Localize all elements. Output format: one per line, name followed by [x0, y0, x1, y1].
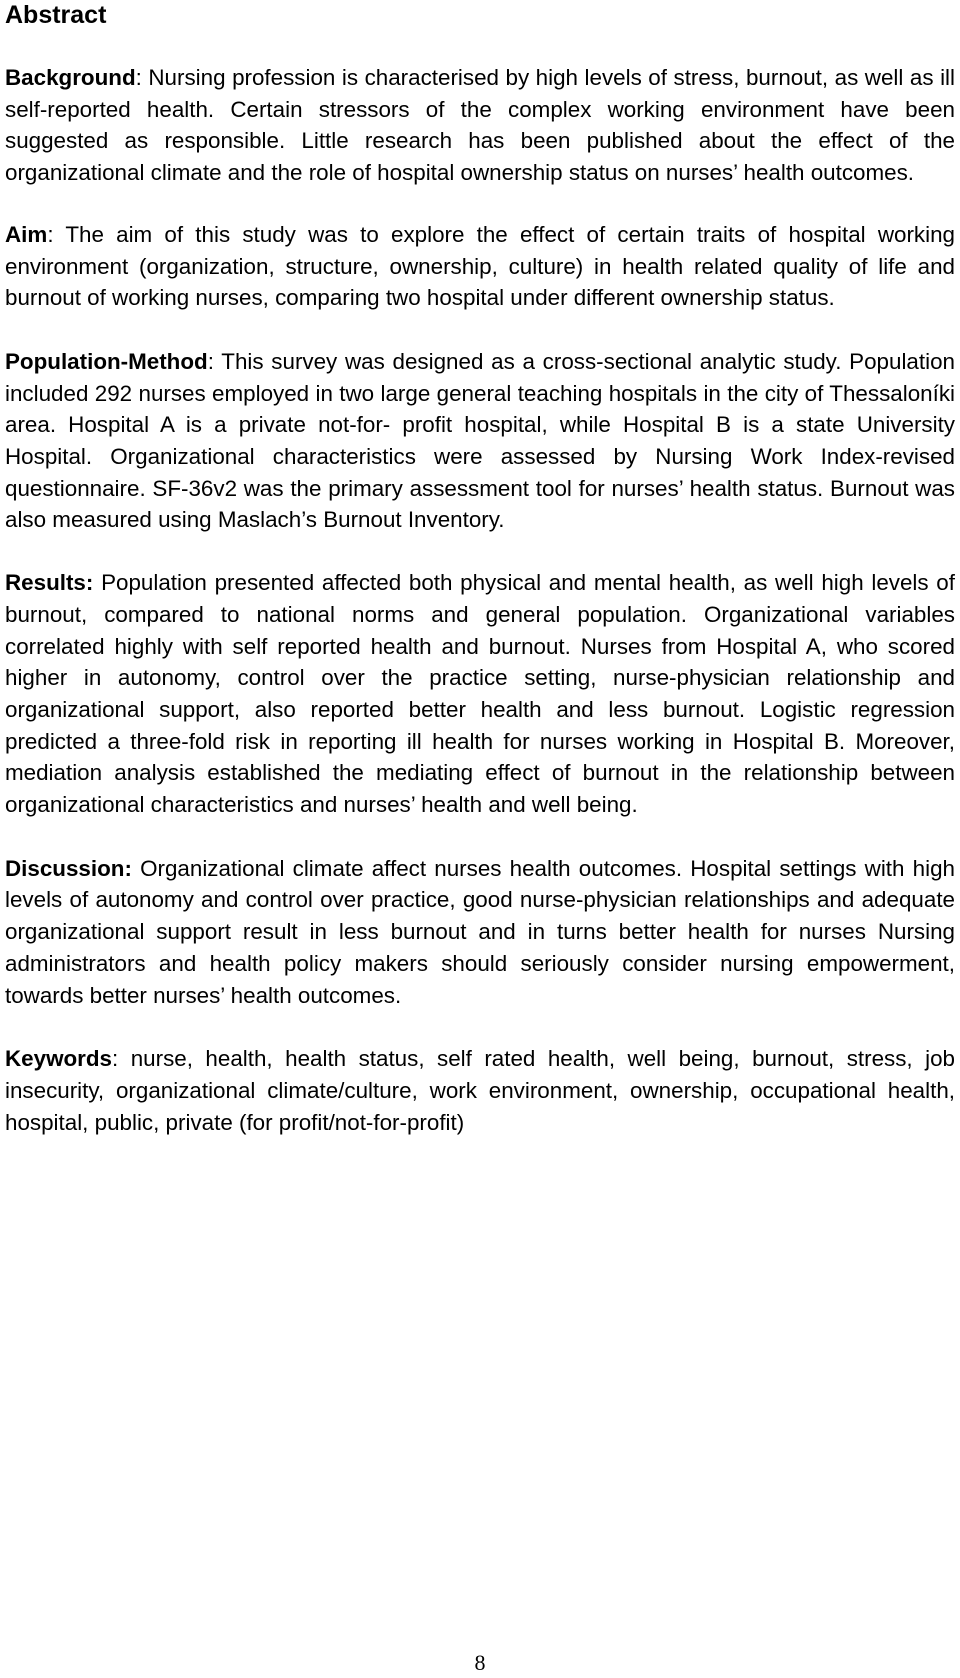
discussion-text: Organizational climate affect nurses health outcomes. Hospital settings with high levels of autonomy and control over practice, good nurse-physician relationships and adequate organizational support result in less burnout and in turns better health for nurses Nursing administrators and health policy makers should seriously consider nursing empowerment, towards better nurses’ health outcomes.	[5, 855, 955, 1008]
aim-text: The aim of this study was to explore the effect of certain traits of hospital working environment (organization, structure, ownership, culture) in health related quality of life and burnout of working nurses, comparing two hospital under different ownership status.	[5, 221, 955, 311]
keywords-separator: :	[112, 1046, 131, 1072]
background-separator: :	[135, 65, 149, 90]
results-heading: Results:	[5, 570, 94, 596]
background-heading: Background	[5, 65, 136, 90]
background-paragraph	[5, 62, 955, 189]
keywords-heading: Keywords	[5, 1046, 113, 1072]
results-paragraph	[5, 567, 955, 821]
keywords-paragraph	[5, 1043, 955, 1138]
keywords-text: nurse, health, health status, self rated health, well being, burnout, stress, job insecurity, organizational climate/culture, work environment, ownership, occupational health, hospital, public, private (for profit/not-for-profit)	[5, 1046, 955, 1135]
method-text: This survey was designed as a cross-sectional analytic study. Population included 292 nurses employed in two large general teaching hospitals in the city of Thessaloníki area. Hospital A is a private not-for- profit hospital, while Hospital B is a state University Hospital. Organizational characteristics were assessed by Nursing Work Index-revised questionnaire. SF-36v2 was the primary assessment tool for nurses’ health status. Burnout was also measured using Maslach’s Burnout Inventory.	[5, 348, 955, 533]
aim-separator: :	[47, 221, 66, 247]
abstract-title: Abstract	[5, 1, 107, 29]
method-paragraph	[5, 346, 955, 536]
abstract-page	[5, 0, 955, 1138]
discussion-paragraph	[5, 853, 955, 1012]
discussion-separator	[132, 856, 140, 881]
background-text: Nursing profession is characterised by high levels of stress, burnout, as well as ill self-reported health. Certain stressors of the complex working environment have been suggested as responsible. Little research has been published about the effect of the organizational climate and the role of hospital ownership status on nurses’ health outcomes.	[5, 65, 955, 186]
page-number: 8	[474, 1650, 486, 1675]
method-heading: Population-Method	[5, 348, 208, 374]
aim-heading: Aim	[5, 221, 48, 247]
results-text: Population presented affected both physical and mental health, as well high levels of burnout, compared to national norms and general population. Organizational variables correlated highly with self reported health and burnout. Nurses from Hospital A, who scored higher in autonomy, control over the practice setting, nurse-physician relationship and organizational support, also reported better health and less burnout. Logistic regression predicted a three-fold risk in reporting ill health for nurses working in Hospital B. Moreover, mediation analysis established the mediating effect of burnout in the relationship between organizational characteristics and nurses’ health and well being.	[5, 570, 955, 818]
method-separator: :	[207, 348, 222, 374]
discussion-heading: Discussion:	[5, 855, 132, 881]
results-separator	[93, 570, 101, 595]
aim-paragraph	[5, 219, 955, 314]
